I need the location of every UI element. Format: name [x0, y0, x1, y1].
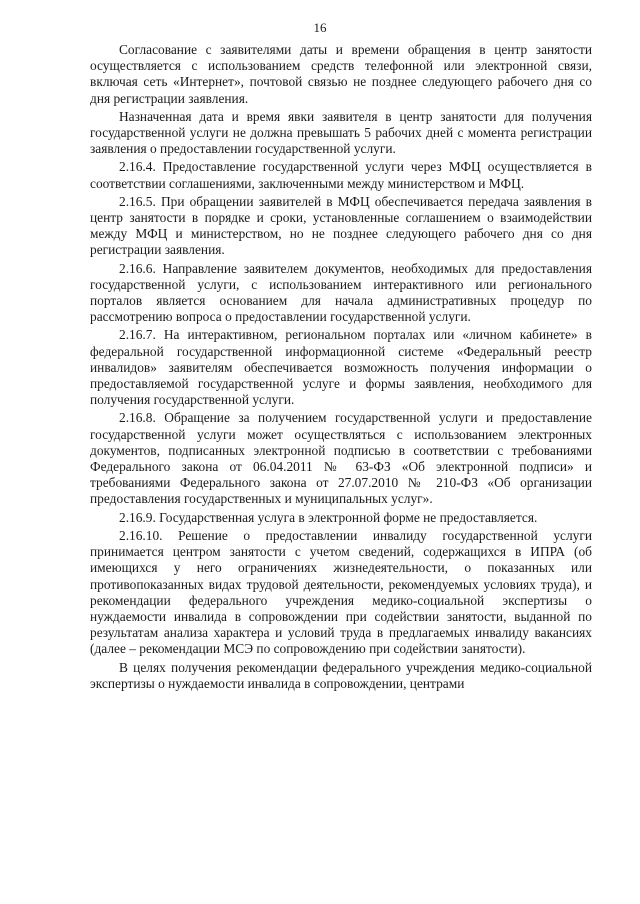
paragraph-2-16-7: 2.16.7. На интерактивном, региональном порталах или «личном кабинете» в федеральной государственной информационной системе «Федеральный реестр инвалидов» заявителям обеспечивается возможность получения информации о предоставляемой государственной услуге и формы заявления, необходимого для получения государственной услуги. — [90, 327, 592, 408]
page-number: 16 — [313, 20, 327, 35]
paragraph-mse-recommendation: В целях получения рекомендации федерального учреждения медико-социальной экспертизы о нуждаемости инвалида в сопровождении, центрами — [90, 659, 592, 691]
paragraph-2-16-9: 2.16.9. Государственная услуга в электронной форме не предоставляется. — [119, 509, 538, 525]
paragraph-coordination: Согласование с заявителями даты и времени обращения в центр занятости осуществляется с использованием средств телефонной или электронной связи, включая сеть «Интернет», почтовой связью не позднее следующего рабочего дня со дня регистрации заявления. — [90, 42, 592, 106]
paragraph-2-16-5: 2.16.5. При обращении заявителей в МФЦ обеспечивается передача заявления в центр занятости в порядке и сроки, установленные соглашением о взаимодействии между МФЦ и министерством, но не позднее следующего рабочего дня со дня регистрации заявления. — [90, 193, 592, 258]
document-body — [90, 42, 592, 694]
paragraph-2-16-8: 2.16.8. Обращение за получением государственной услуги и предоставление государственной услуги может осуществляться с использованием электронных документов, подписанных электронной подписью в соответствии с требованиями Федерального закона от 06.04.2011 № 63-ФЗ «Об электронной подписи» и требованиями Федерального закона от 27.07.2010 № 210-ФЗ «Об организации предоставления государственных и муниципальных услуг». — [90, 410, 592, 507]
paragraph-2-16-4: 2.16.4. Предоставление государственной услуги через МФЦ осуществляется в соответствии соглашениями, заключенными между министерством и МФЦ. — [90, 159, 592, 191]
paragraph-appointment-date: Назначенная дата и время явки заявителя в центр занятости для получения государственной услуги не должна превышать 5 рабочих дней с момента регистрации заявления о предоставлении государственной услуги. — [90, 108, 592, 157]
paragraph-2-16-10: 2.16.10. Решение о предоставлении инвалиду государственной услуги принимается центром занятости с учетом сведений, содержащихся в ИПРА (об имеющихся у него ограничениях жизнедеятельности, о показанных или противопоказанных видах трудовой деятельности, рекомендуемых условиях труда), и рекомендации федерального учреждения медико-социальной экспертизы о нуждаемости инвалида в сопровождении при содействии занятости, выданной по результатам анализа характера и условий труда в предлагаемых инвалиду вакансиях (далее – рекомендации МСЭ по сопровождению при содействии занятости). — [90, 527, 592, 657]
paragraph-2-16-6: 2.16.6. Направление заявителем документов, необходимых для предоставления государственной услуги, с использованием интерактивного или регионального порталов является основанием для начала административных процедур по рассмотрению вопроса о предоставлении государственной услуги. — [90, 260, 592, 325]
